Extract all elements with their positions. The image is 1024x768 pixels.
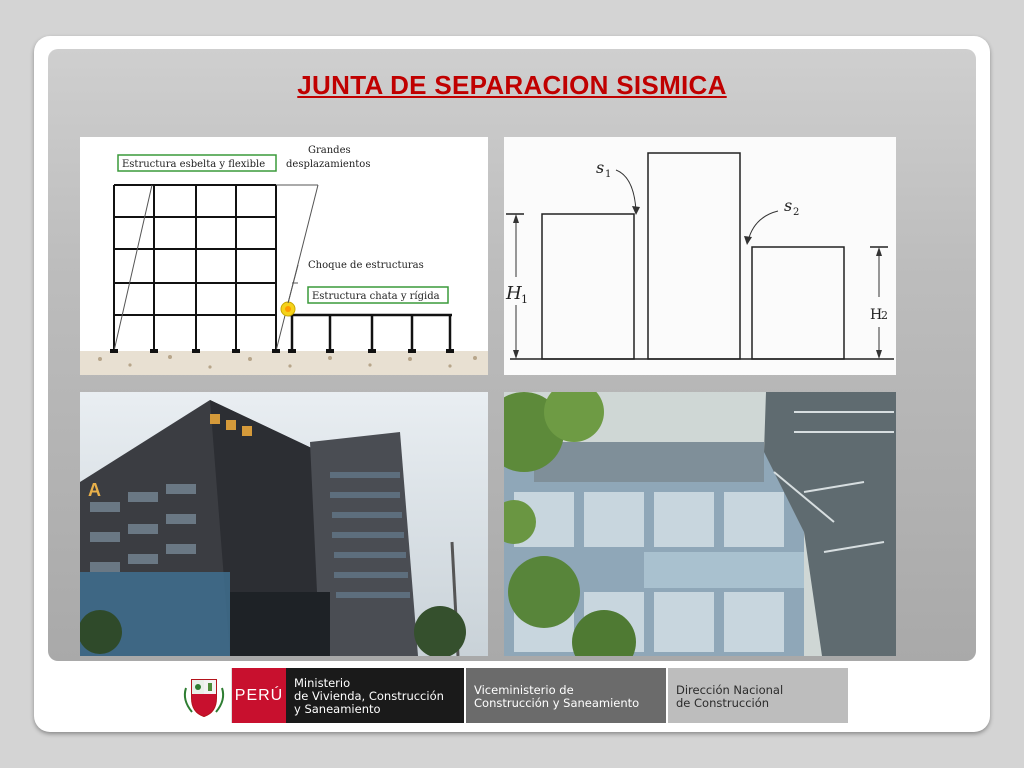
svg-text:2: 2	[793, 207, 800, 218]
viceministry-name: Viceministerio de Construcción y Saneamiento	[466, 668, 666, 723]
label-h1: H	[506, 283, 522, 304]
slide-title: JUNTA DE SEPARACION SISMICA	[297, 70, 727, 100]
direction-name: Dirección Nacional de Construcción	[668, 668, 848, 723]
label-large-displacement-2: desplazamientos	[286, 159, 371, 170]
photo-tilted-building	[80, 392, 488, 656]
label-structure-collision: Choque de estructuras	[308, 260, 424, 271]
label-large-displacement-1: Grandes	[308, 145, 351, 156]
peru-coat-of-arms-icon	[176, 668, 232, 723]
photo-damaged-building	[504, 392, 896, 656]
collision-burst-icon	[281, 302, 295, 316]
label-slender-structure: Estructura esbelta y flexible	[122, 159, 266, 170]
svg-text:2: 2	[881, 309, 888, 322]
ministry-name: Ministerio de Vivienda, Construcción y Saneamiento	[286, 668, 464, 723]
diagram-frame-collision	[80, 137, 488, 375]
svg-text:1: 1	[605, 169, 612, 180]
label-h2: H	[870, 307, 883, 323]
label-rigid-structure: Estructura chata y rígida	[312, 291, 440, 302]
building-sign-letter: A	[88, 480, 101, 500]
footer-logo-bar	[176, 668, 848, 723]
svg-text:1: 1	[521, 293, 528, 306]
diagram-separation-heights	[504, 137, 896, 375]
label-s1: s	[596, 158, 605, 177]
label-s2: s	[784, 196, 793, 215]
peru-label: PERÚ	[232, 668, 286, 723]
